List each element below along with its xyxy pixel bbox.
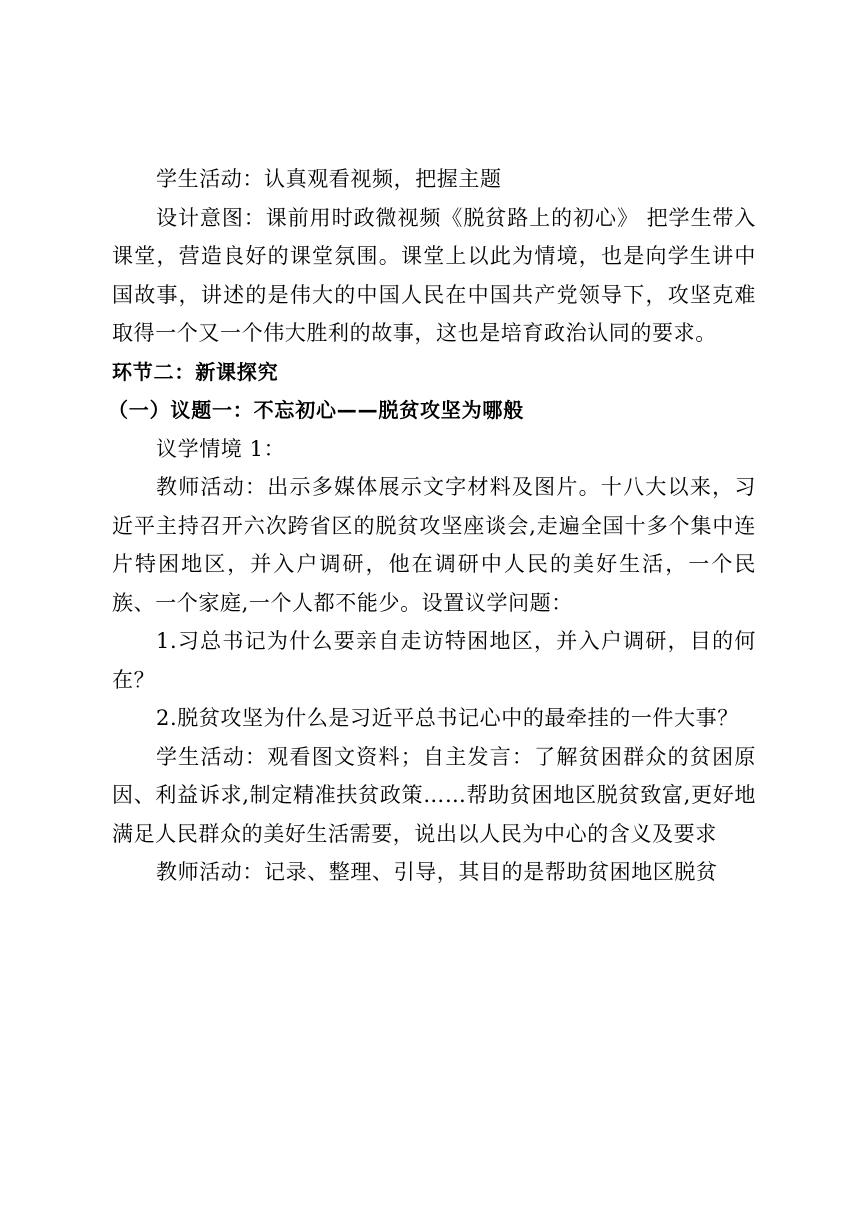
paragraph-design-intent: 设计意图：课前用时政微视频《脱贫路上的初心》 把学生带入课堂，营造良好的课堂氛围。课堂上以此为情境，也是向学生讲中国故事，讲述的是伟大的中国人民在中国共产党领导下，攻坚克难取得一个又一个伟大胜利的故事，这也是培育政治认同的要求。 [112, 205, 756, 345]
paragraph-student-activity-2: 学生活动：观看图文资料；自主发言：了解贫困群众的贫困原因、利益诉求,制定精准扶贫政策……帮助贫困地区脱贫致富,更好地满足人民群众的美好生活需要，说出以人民为中心的含义及要求 [112, 744, 756, 846]
paragraph-teacher-activity-2: 教师活动：记录、整理、引导，其目的是帮助贫困地区脱贫 [156, 860, 718, 884]
section-heading: 环节二：新课探究 [112, 359, 279, 384]
document-body [108, 160, 756, 892]
question-2: 2.脱贫攻坚为什么是习近平总书记心中的最牵挂的一件大事？ [156, 706, 739, 730]
topic-heading: （一）议题一：不忘初心——脱贫攻坚为哪般 [108, 398, 524, 422]
paragraph-student-activity-1: 学生活动：认真观看视频，把握主题 [156, 167, 502, 191]
paragraph-teacher-activity-1: 教师活动：出示多媒体展示文字材料及图片。十八大以来，习近平主持召开六次跨省区的脱贫攻坚座谈会,走遍全国十多个集中连片特困地区，并入户调研，他在调研中人民的美好生活，一个民族、一个家庭,一个人都不能少。设置议学问题： [112, 475, 756, 615]
question-1: 1.习总书记为什么要亲自走访特困地区，并入户调研，目的何在？ [112, 629, 756, 692]
paragraph-scenario-label: 议学情境 1： [156, 436, 286, 461]
